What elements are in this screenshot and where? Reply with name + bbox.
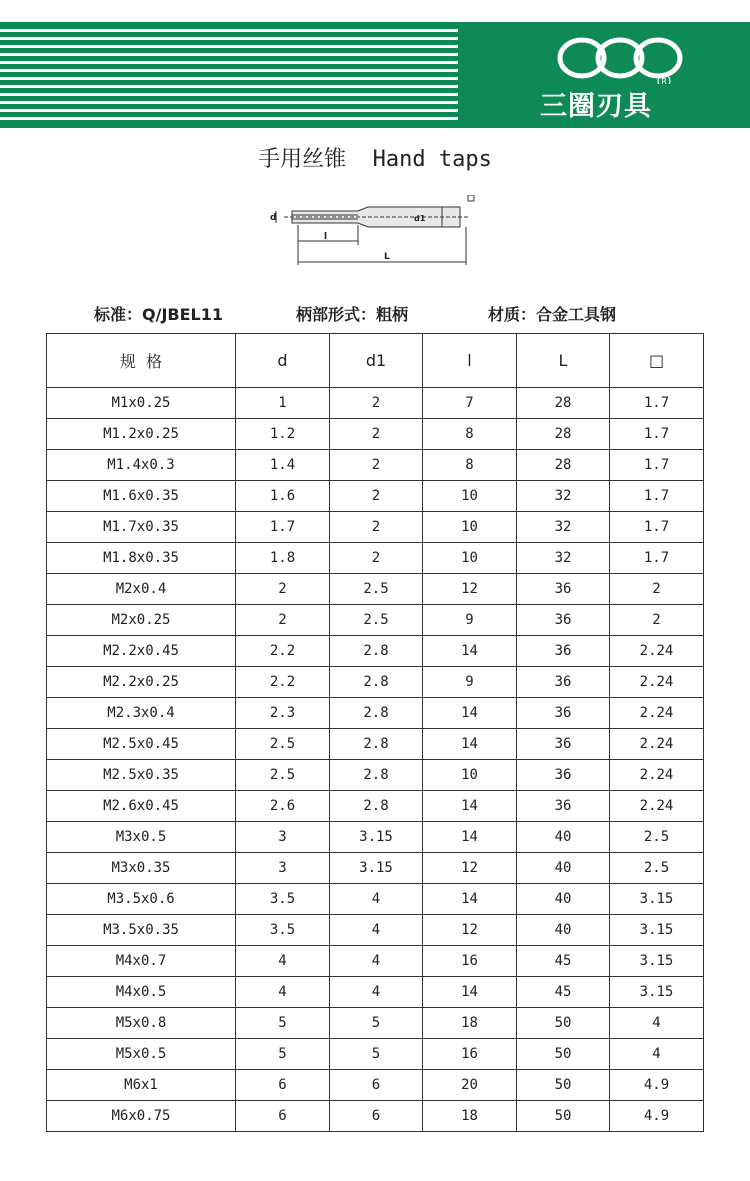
cell-d1: 5 <box>330 1039 423 1070</box>
cell-square: 2.5 <box>610 853 704 884</box>
cell-d: 2.5 <box>236 729 330 760</box>
cell-L: 36 <box>517 760 610 791</box>
table-row <box>47 636 704 667</box>
spec-material: 材质：合金工具钢 <box>488 305 617 324</box>
table-row <box>47 667 704 698</box>
cell-d: 6 <box>236 1101 330 1132</box>
cell-spec: M1.6x0.35 <box>47 481 236 512</box>
cell-spec: M2x0.4 <box>47 574 236 605</box>
cell-spec: M2.2x0.45 <box>47 636 236 667</box>
cell-l: 18 <box>423 1008 517 1039</box>
cell-spec: M1.7x0.35 <box>47 512 236 543</box>
cell-L: 50 <box>517 1070 610 1101</box>
cell-L: 50 <box>517 1101 610 1132</box>
cell-d: 3.5 <box>236 915 330 946</box>
label-l: l <box>324 232 328 242</box>
header-d: d <box>236 334 330 388</box>
table-row <box>47 884 704 915</box>
cell-square: 2.24 <box>610 791 704 822</box>
label-L: L <box>384 252 390 262</box>
cell-L: 36 <box>517 667 610 698</box>
cell-spec: M4x0.5 <box>47 977 236 1008</box>
table-row <box>47 698 704 729</box>
cell-l: 14 <box>423 791 517 822</box>
table-header-row <box>47 334 704 388</box>
cell-L: 40 <box>517 853 610 884</box>
cell-d1: 2.8 <box>330 698 423 729</box>
cell-spec: M3.5x0.6 <box>47 884 236 915</box>
cell-L: 28 <box>517 419 610 450</box>
cell-d: 4 <box>236 946 330 977</box>
cell-l: 14 <box>423 729 517 760</box>
cell-d1: 2 <box>330 512 423 543</box>
cell-l: 20 <box>423 1070 517 1101</box>
cell-l: 10 <box>423 760 517 791</box>
cell-spec: M2.3x0.4 <box>47 698 236 729</box>
cell-d1: 3.15 <box>330 853 423 884</box>
cell-L: 36 <box>517 574 610 605</box>
cell-l: 14 <box>423 884 517 915</box>
cell-spec: M2.6x0.45 <box>47 791 236 822</box>
table-row <box>47 574 704 605</box>
cell-l: 14 <box>423 822 517 853</box>
table-row <box>47 543 704 574</box>
cell-L: 40 <box>517 822 610 853</box>
header-square: □ <box>610 334 704 388</box>
cell-square: 4 <box>610 1008 704 1039</box>
cell-square: 2.24 <box>610 667 704 698</box>
brand-logo <box>540 34 700 124</box>
cell-L: 45 <box>517 946 610 977</box>
cell-d1: 2.8 <box>330 636 423 667</box>
cell-L: 36 <box>517 729 610 760</box>
header-d1: d1 <box>330 334 423 388</box>
cell-spec: M6x0.75 <box>47 1101 236 1132</box>
cell-L: 32 <box>517 543 610 574</box>
cell-spec: M3.5x0.35 <box>47 915 236 946</box>
cell-L: 40 <box>517 915 610 946</box>
cell-d: 2.2 <box>236 667 330 698</box>
cell-spec: M1x0.25 <box>47 388 236 419</box>
cell-d: 1.7 <box>236 512 330 543</box>
cell-square: 1.7 <box>610 543 704 574</box>
cell-square: 1.7 <box>610 419 704 450</box>
cell-d1: 2 <box>330 419 423 450</box>
cell-d1: 2 <box>330 543 423 574</box>
cell-l: 14 <box>423 636 517 667</box>
table-row <box>47 419 704 450</box>
cell-L: 36 <box>517 605 610 636</box>
cell-d: 6 <box>236 1070 330 1101</box>
brand-banner <box>0 22 750 128</box>
cell-spec: M6x1 <box>47 1070 236 1101</box>
cell-l: 10 <box>423 481 517 512</box>
spec-line <box>94 302 714 326</box>
table-row <box>47 512 704 543</box>
cell-L: 40 <box>517 884 610 915</box>
cell-l: 14 <box>423 698 517 729</box>
cell-d: 2 <box>236 574 330 605</box>
cell-spec: M1.8x0.35 <box>47 543 236 574</box>
cell-l: 7 <box>423 388 517 419</box>
table-row <box>47 853 704 884</box>
cell-square: 2 <box>610 605 704 636</box>
cell-d: 3 <box>236 822 330 853</box>
spec-standard: 标准：Q/JBEL11 <box>94 305 223 324</box>
cell-square: 2.5 <box>610 822 704 853</box>
cell-l: 16 <box>423 1039 517 1070</box>
table-row <box>47 760 704 791</box>
table-row <box>47 605 704 636</box>
header-l: l <box>423 334 517 388</box>
cell-d1: 2.8 <box>330 760 423 791</box>
cell-d: 1.4 <box>236 450 330 481</box>
cell-square: 4.9 <box>610 1101 704 1132</box>
table-row <box>47 946 704 977</box>
cell-square: 3.15 <box>610 977 704 1008</box>
registered-mark: R <box>661 77 667 84</box>
cell-d1: 2.8 <box>330 791 423 822</box>
cell-l: 9 <box>423 605 517 636</box>
cell-d1: 5 <box>330 1008 423 1039</box>
cell-d: 3.5 <box>236 884 330 915</box>
cell-d: 2.3 <box>236 698 330 729</box>
cell-L: 50 <box>517 1039 610 1070</box>
cell-square: 4 <box>610 1039 704 1070</box>
tap-diagram <box>262 195 492 270</box>
cell-square: 1.7 <box>610 388 704 419</box>
cell-d: 3 <box>236 853 330 884</box>
cell-spec: M3x0.35 <box>47 853 236 884</box>
brand-name: 三圈刃具 <box>540 91 652 122</box>
cell-l: 12 <box>423 853 517 884</box>
cell-d1: 2 <box>330 450 423 481</box>
cell-d1: 6 <box>330 1070 423 1101</box>
cell-d1: 3.15 <box>330 822 423 853</box>
cell-spec: M2.5x0.45 <box>47 729 236 760</box>
table-row <box>47 388 704 419</box>
cell-square: 3.15 <box>610 946 704 977</box>
cell-l: 12 <box>423 915 517 946</box>
cell-square: 1.7 <box>610 481 704 512</box>
cell-d1: 2.8 <box>330 729 423 760</box>
cell-d1: 2 <box>330 388 423 419</box>
cell-d1: 2.8 <box>330 667 423 698</box>
table-row <box>47 1039 704 1070</box>
cell-L: 32 <box>517 481 610 512</box>
cell-d: 5 <box>236 1039 330 1070</box>
cell-L: 28 <box>517 388 610 419</box>
cell-d1: 2 <box>330 481 423 512</box>
cell-d1: 6 <box>330 1101 423 1132</box>
cell-l: 9 <box>423 667 517 698</box>
cell-d1: 4 <box>330 915 423 946</box>
cell-L: 36 <box>517 636 610 667</box>
cell-spec: M2.2x0.25 <box>47 667 236 698</box>
cell-square: 1.7 <box>610 450 704 481</box>
cell-spec: M1.4x0.3 <box>47 450 236 481</box>
three-rings-icon <box>540 34 700 84</box>
cell-square: 3.15 <box>610 915 704 946</box>
cell-l: 10 <box>423 512 517 543</box>
cell-square: 2.24 <box>610 698 704 729</box>
table-row <box>47 1101 704 1132</box>
cell-spec: M2x0.25 <box>47 605 236 636</box>
cell-d: 2 <box>236 605 330 636</box>
cell-square: 3.15 <box>610 884 704 915</box>
cell-d: 5 <box>236 1008 330 1039</box>
header-L: L <box>517 334 610 388</box>
cell-d: 1.2 <box>236 419 330 450</box>
cell-L: 36 <box>517 791 610 822</box>
cell-d: 1.6 <box>236 481 330 512</box>
cell-d1: 4 <box>330 884 423 915</box>
cell-spec: M2.5x0.35 <box>47 760 236 791</box>
cell-spec: M5x0.5 <box>47 1039 236 1070</box>
cell-square: 2.24 <box>610 636 704 667</box>
table-row <box>47 791 704 822</box>
cell-spec: M5x0.8 <box>47 1008 236 1039</box>
cell-L: 36 <box>517 698 610 729</box>
cell-spec: M3x0.5 <box>47 822 236 853</box>
cell-L: 45 <box>517 977 610 1008</box>
spec-shank: 柄部形式：粗柄 <box>296 305 409 324</box>
cell-square: 4.9 <box>610 1070 704 1101</box>
cell-square: 1.7 <box>610 512 704 543</box>
table-row <box>47 1070 704 1101</box>
label-d: d <box>270 213 277 223</box>
cell-square: 2 <box>610 574 704 605</box>
cell-spec: M1.2x0.25 <box>47 419 236 450</box>
cell-d: 2.2 <box>236 636 330 667</box>
cell-L: 50 <box>517 1008 610 1039</box>
table-row <box>47 450 704 481</box>
cell-l: 10 <box>423 543 517 574</box>
cell-d: 4 <box>236 977 330 1008</box>
cell-l: 18 <box>423 1101 517 1132</box>
cell-square: 2.24 <box>610 760 704 791</box>
label-d1: d1 <box>414 214 426 223</box>
header-spec: 规 格 <box>47 334 236 388</box>
cell-square: 2.24 <box>610 729 704 760</box>
cell-l: 16 <box>423 946 517 977</box>
cell-d1: 4 <box>330 946 423 977</box>
cell-d: 2.5 <box>236 760 330 791</box>
cell-l: 14 <box>423 977 517 1008</box>
cell-l: 12 <box>423 574 517 605</box>
banner-stripes <box>0 22 458 128</box>
table-row <box>47 822 704 853</box>
cell-spec: M4x0.7 <box>47 946 236 977</box>
table-row <box>47 1008 704 1039</box>
cell-l: 8 <box>423 419 517 450</box>
cell-d: 1 <box>236 388 330 419</box>
table-row <box>47 977 704 1008</box>
cell-d: 2.6 <box>236 791 330 822</box>
tap-spec-table <box>46 333 704 1132</box>
table-row <box>47 481 704 512</box>
cell-L: 32 <box>517 512 610 543</box>
cell-L: 28 <box>517 450 610 481</box>
cell-l: 8 <box>423 450 517 481</box>
table-row <box>47 915 704 946</box>
cell-d: 1.8 <box>236 543 330 574</box>
page-title: 手用丝锥 Hand taps <box>258 147 492 172</box>
cell-d1: 4 <box>330 977 423 1008</box>
cell-d1: 2.5 <box>330 574 423 605</box>
table-row <box>47 729 704 760</box>
cell-d1: 2.5 <box>330 605 423 636</box>
